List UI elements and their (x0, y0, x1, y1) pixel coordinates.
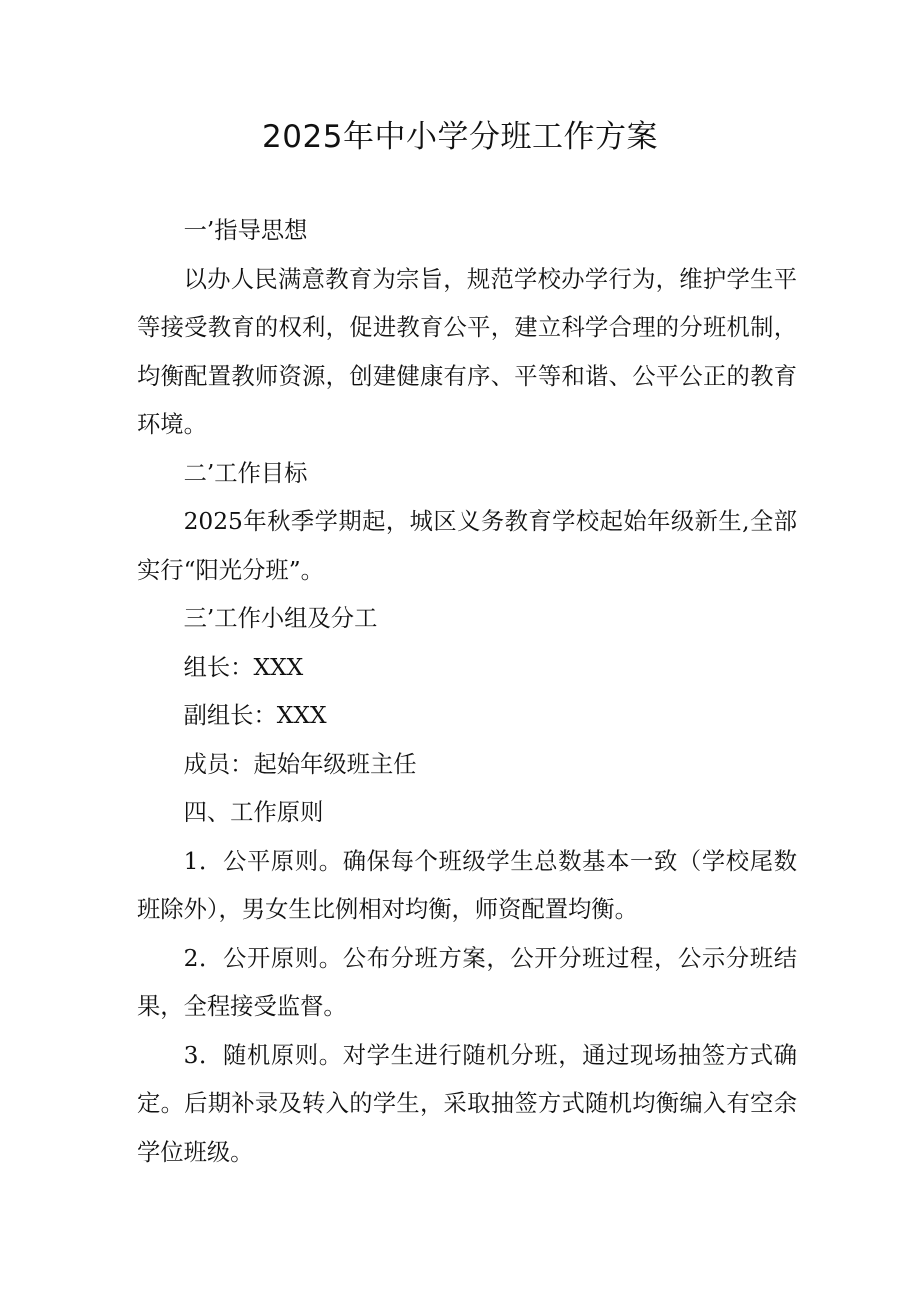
document-body (137, 207, 797, 1177)
document-title: 2025年中小学分班工作方案 (262, 119, 658, 155)
principle-openness: 2．公开原则。公布分班方案，公开分班过程，公示分班结果，全程接受监督。 (137, 944, 797, 1020)
heading-work-group: 三’工作小组及分工 (183, 605, 378, 632)
principle-fairness: 1．公平原则。确保每个班级学生总数基本一致（学校尾数班除外），男女生比例相对均衡，师资配置均衡。 (137, 847, 797, 923)
heading-guiding-ideology: 一’指导思想 (183, 217, 308, 244)
principle-randomness: 3．随机原则。对学生进行随机分班，通过现场抽签方式确定。后期补录及转入的学生，采取抽签方式随机均衡编入有空余学位班级。 (137, 1041, 797, 1166)
paragraph-guiding-ideology: 以办人民满意教育为宗旨，规范学校办学行为，维护学生平等接受教育的权利，促进教育公平，建立科学合理的分班机制，均衡配置教师资源，创建健康有序、平等和谐、公平公正的教育环境。 (137, 265, 797, 438)
deputy-leader-line: 副组长：XXX (183, 702, 327, 729)
members-line: 成员：起始年级班主任 (183, 750, 417, 778)
heading-work-goal: 二’工作目标 (183, 459, 308, 487)
heading-work-principles: 四、工作原则 (183, 799, 324, 826)
group-leader-line: 组长：XXX (183, 653, 304, 681)
paragraph-work-goal: 2025年秋季学期起，城区义务教育学校起始年级新生,全部实行“阳光分班”。 (137, 508, 797, 584)
